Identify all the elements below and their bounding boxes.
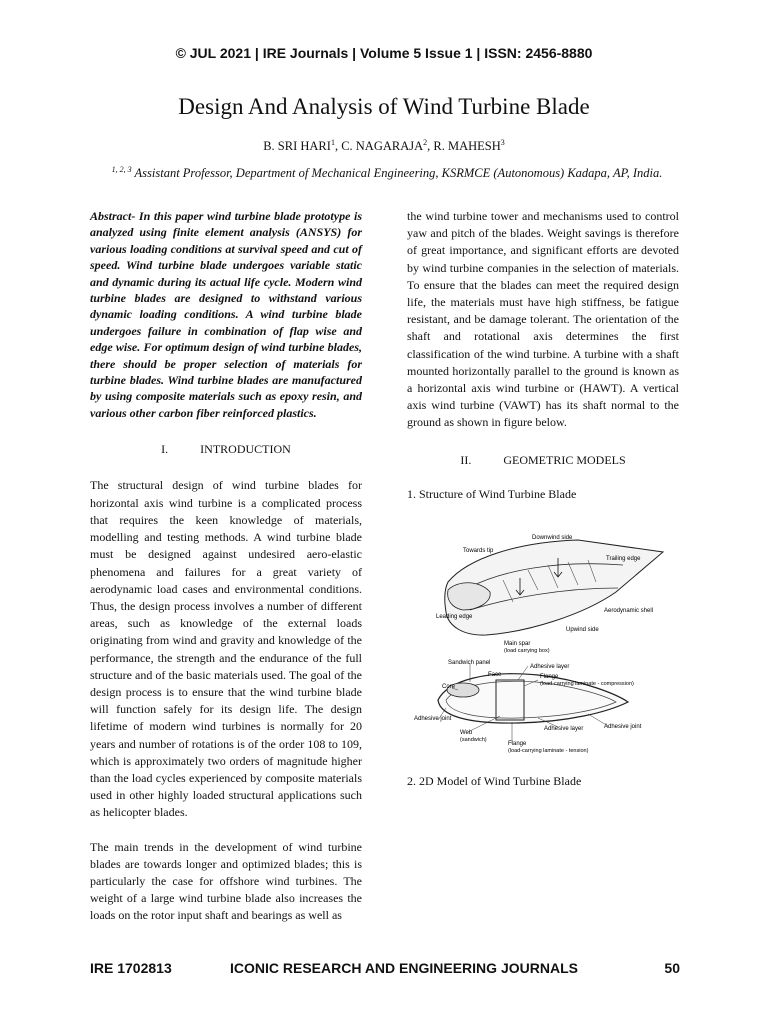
label-web-2: (sandwich) bbox=[460, 737, 487, 743]
figure-1-caption: 1. Structure of Wind Turbine Blade bbox=[407, 486, 577, 501]
label-main-spar-2: (load carrying box) bbox=[504, 648, 550, 654]
label-sandwich: Sandwich panel bbox=[448, 660, 491, 666]
affiliation bbox=[92, 160, 682, 183]
label-core: Core bbox=[442, 684, 456, 690]
label-upwind: Upwind side bbox=[566, 627, 599, 633]
figure-2-caption-wrap bbox=[407, 773, 679, 790]
label-adhesive-layer: Adhesive layer bbox=[530, 664, 570, 670]
label-towards-tip: Towards tip bbox=[463, 548, 494, 554]
label-leading-edge: Leading edge bbox=[436, 614, 473, 620]
affiliation-sup: 1, 2, 3 bbox=[111, 165, 132, 174]
author-list bbox=[0, 138, 768, 154]
label-adhesive-joint-left: Adhesive joint bbox=[414, 716, 452, 722]
section-number: I. bbox=[161, 442, 169, 457]
section-number: II. bbox=[460, 452, 472, 467]
author-sup: 2 bbox=[423, 138, 428, 147]
label-adhesive-layer-2: Adhesive layer bbox=[544, 726, 584, 732]
left-column bbox=[90, 208, 362, 925]
figure-2-caption: 2. 2D Model of Wind Turbine Blade bbox=[407, 774, 582, 788]
label-main-spar: Main spar bbox=[504, 641, 531, 647]
section-title: GEOMETRIC MODELS bbox=[503, 452, 626, 467]
label-flange-tension: (load-carrying laminate - tension) bbox=[508, 748, 589, 754]
journal-header: © JUL 2021 | IRE Journals | Volume 5 Issue 1 | ISSN: 2456-8880 bbox=[175, 45, 593, 61]
label-flange: Flange bbox=[540, 674, 559, 680]
paper-title: Design And Analysis of Wind Turbine Blade bbox=[178, 94, 590, 119]
intro-paragraph-1: The structural design of wind turbine blades for horizontal axis wind turbine is a complicated process that requires the keen knowledge of materials, modelling and testing methods. A wind turbine blade must be designed against undesired aero-elastic phenomena and failures for a great variety of aerodynamic load cases and environmental conditions. Thus, the design process involves a number of different areas, such as knowledge of the external loads originating from wind and gravity and knowledge of the performance, the strength and the endurance of the full structure and of the basic materials used. The goal of the design process is to ensure that the wind turbine blade will function safely for its design life. The design lifetime of modern wind turbines is normally for 20 years and number of rotations is of the order 108 to 109, which is approximately two orders of magnitude higher than the load cycles experienced by composite materials used in other highly loaded structural applications such as helicopter blades. bbox=[90, 478, 362, 820]
author-name: , R. MAHESH bbox=[427, 139, 501, 154]
author-name: B. SRI HARI bbox=[263, 139, 331, 154]
author-sup: 1 bbox=[330, 138, 335, 147]
intro-paragraph-2: The main trends in the development of wind turbine blades are towards longer and optimized blades; this is particularly the case for offshore wind turbines. The weight of a large wind turbine blade also increases the loads on the rotor input shaft and bearings as well as bbox=[90, 839, 362, 923]
author-sup: 3 bbox=[500, 138, 505, 147]
label-aero-shell: Aerodynamic shell bbox=[604, 608, 654, 614]
footer-journal: ICONIC RESEARCH AND ENGINEERING JOURNALS bbox=[230, 960, 578, 976]
section-heading-introduction bbox=[90, 441, 362, 458]
footer-id: IRE 1702813 bbox=[90, 960, 172, 976]
label-web: Web bbox=[460, 730, 473, 736]
right-paragraph-1: the wind turbine tower and mechanisms used to control yaw and pitch of the blades. Weight savings is therefore of great importance, and significant efforts are devoted by wind turbine companies in the selection of materials. To ensure that the blades can meet the required design life, the materials must have high stiffness, be fatigue resistant, and be damage tolerant. The orientation of the shaft and rotational axis determines the first classification of the wind turbine. A turbine with a shaft mounted horizontally parallel to the ground is known as a horizontal axis wind turbine or (HAWT). A vertical axis wind turbine (VAWT) has its shaft normal to the ground as shown in figure below. bbox=[407, 209, 679, 430]
right-column bbox=[407, 208, 679, 503]
label-downwind: Downwind side bbox=[532, 535, 573, 541]
label-flange-2: Flange bbox=[508, 741, 527, 747]
section-title: INTRODUCTION bbox=[200, 442, 291, 457]
label-flange-compression: (load-carrying laminate - compression) bbox=[540, 681, 634, 687]
wind-turbine-blade-figure bbox=[408, 530, 688, 765]
section-heading-geometric-models bbox=[407, 452, 679, 469]
label-adhesive-joint-right: Adhesive joint bbox=[604, 724, 642, 730]
abstract: Abstract- In this paper wind turbine blade prototype is analyzed using finite element analysis (ANSYS) for various loading conditions at survival speed and cut of speed. Wind turbine blade undergoes variable static and dynamic during its actual life cycle. Modern wind turbine blades are designed to withstand various dynamic loading conditions. A wind turbine blade undergoes failure in combination of flap wise and edge wise. For optimum design of wind turbine blades, there should be proper selection of materials for turbine blades. Wind turbine blades are manufactured by using composite materials such as epoxy resin, and various other carbon fiber reinforced plastics. bbox=[90, 209, 362, 420]
author-name: , C. NAGARAJA bbox=[334, 139, 424, 154]
label-face: Face bbox=[488, 672, 502, 678]
affiliation-text: Assistant Professor, Department of Mechanical Engineering, KSRMCE (Autonomous) Kadapa, AP, India. bbox=[134, 166, 663, 181]
page-number: 50 bbox=[664, 960, 680, 976]
page-footer bbox=[90, 960, 680, 980]
label-trailing-edge: Trailing edge bbox=[606, 556, 641, 562]
